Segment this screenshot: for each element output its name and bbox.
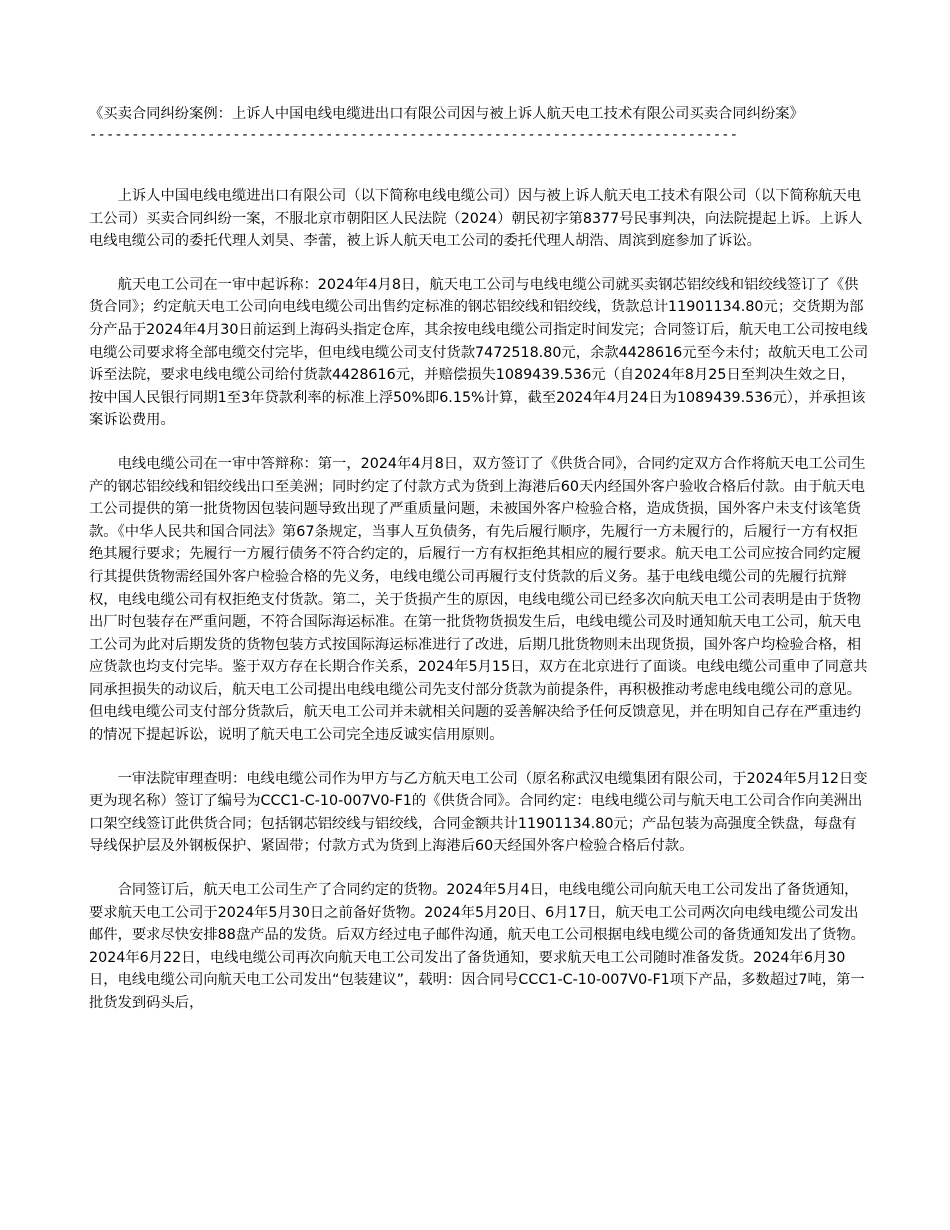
paragraph-contract-performance: 合同签订后，航天电工公司生产了合同约定的货物。2024年5月4日，电线电缆公司向航天电工公司发出了备货通知，要求航天电工公司于2024年5月30日之前备好货物。2024年5月20日、6月17日，航天电工公司两次向电线电缆公司发出邮件，要求尽快安排88盘产品的发货。后双方经过电子邮件沟通，航天电工公司根据电线电缆公司的备货通知发出了货物。2024年6月22日，电线电缆公司再次向航天电工公司发出了备货通知，要求航天电工公司随时准备发货。2024年6月30日，电线电缆公司向航天电工公司发出“包装建议”，载明：因合同号CCC1-C-10-007V0-F1项下产品，多数超过7吨，第一批货发到码头后， [89,882,865,1011]
title-divider: ----------------------------------------------------------------------------- [89,127,739,143]
paragraph-appeal-intro: 上诉人中国电线电缆进出口有限公司（以下简称电线电缆公司）因与被上诉人航天电工技术有限公司（以下简称航天电工公司）买卖合同纠纷一案，不服北京市朝阳区人民法院（2024）朝民初字第8377号民事判决，向法院提起上诉。上诉人电线电缆公司的委托代理人刘昊、李蕾，被上诉人航天电工公司的委托代理人胡浩、周滨到庭参加了诉讼。 [89,188,863,250]
document-page [89,104,869,1036]
document-body [89,185,869,1015]
paragraph-plaintiff-claim: 航天电工公司在一审中起诉称：2024年4月8日，航天电工公司与电线电缆公司就买卖钢芯铝绞线和铝绞线签订了《供货合同》；约定航天电工公司向电线电缆公司出售约定标准的钢芯铝绞线和铝绞线，货款总计11901134.80元；交货期为部分产品于2024年4月30日前运到上海码头指定仓库，其余按电线电缆公司指定时间发完；合同签订后，航天电工公司按电线电缆公司要求将全部电缆交付完毕，但电线电缆公司支付货款7472518.80元，余款4428616元至今未付；故航天电工公司诉至法院，要求电线电缆公司给付货款4428616元，并赔偿损失1089439.536元（自2024年8月25日至判决生效之日，按中国人民银行同期1至3年贷款利率的标准上浮50%即6.15%计算，截至2024年4月24日为1089439.536元），并承担该案诉讼费用。 [89,276,869,429]
paragraph-defendant-reply: 电线电缆公司在一审中答辩称：第一，2024年4月8日，双方签订了《供货合同》，合同约定双方合作将航天电工公司生产的钢芯铝绞线和铝绞线出口至美洲；同时约定了付款方式为货到上海港后60天内经国外客户验收合格后付款。由于航天电工公司提供的第一批货物因包装问题导致出现了严重质量问题，未被国外客户检验合格，造成货损，国外客户未支付该笔货款。《中华人民共和国合同法》第67条规定，当事人互负债务，有先后履行顺序，先履行一方未履行的，后履行一方有权拒绝其履行要求；先履行一方履行债务不符合约定的，后履行一方有权拒绝其相应的履行要求。航天电工公司应按合同约定履行其提供货物需经国外客户检验合格的先义务，电线电缆公司再履行支付货款的后义务。基于电线电缆公司的先履行抗辩权，电线电缆公司有权拒绝支付货款。第二，关于货损产生的原因，电线电缆公司已经多次向航天电工公司表明是由于货物出厂时包装存在严重问题，不符合国际海运标准。在第一批货物货损发生后，电线电缆公司及时通知航天电工公司，航天电工公司为此对后期发货的货物包装方式按国际海运标准进行了改进，后期几批货物则未出现货损，国外客户均检验合格，相应货款也均支付完毕。鉴于双方存在长期合作关系，2024年5月15日，双方在北京进行了面谈。电线电缆公司重申了同意共同承担损失的动议后，航天电工公司提出电线电缆公司先支付部分货款为前提条件，再积极推动考虑电线电缆公司的意见。但电线电缆公司支付部分货款后，航天电工公司并未就相关问题的妥善解决给予任何反馈意见，并在明知自己存在严重违约的情况下提起诉讼，说明了航天电工公司完全违反诚实信用原则。 [89,455,868,744]
paragraph-court-findings: 一审法院审理查明：电线电缆公司作为甲方与乙方航天电工公司（原名称武汉电缆集团有限公司，于2024年5月12日变更为现名称）签订了编号为CCC1-C-10-007V0-F1的《供货合同》。合同约定：电线电缆公司与航天电工公司合作向美洲出口架空线签订此供货合同；包括钢芯铝绞线与铝绞线，合同金额共计11901134.80元；产品包装为高强度全铁盘，每盘有导线保护层及外钢板保护、紧固带；付款方式为货到上海港后60天经国外客户检验合格后付款。 [89,770,868,855]
document-title: 《买卖合同纠纷案例：上诉人中国电线电缆进出口有限公司因与被上诉人航天电工技术有限公司买卖合同纠纷案》 [89,106,804,122]
